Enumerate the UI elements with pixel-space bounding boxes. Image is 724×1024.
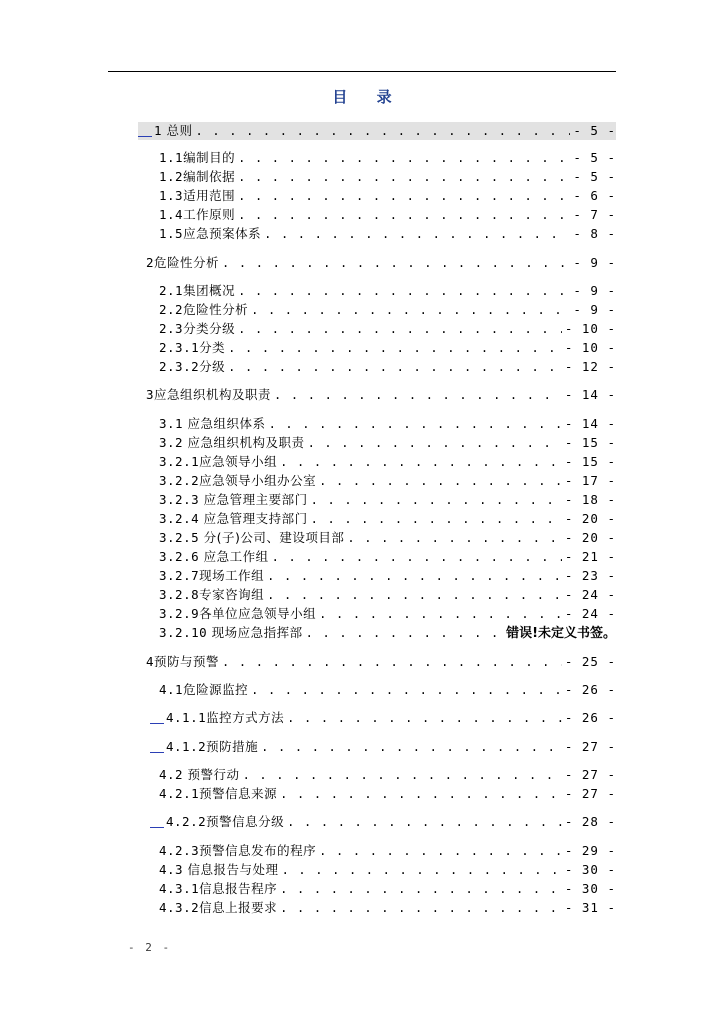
toc-entry-label: [159, 548, 269, 566]
toc-entry-label: [159, 861, 279, 879]
toc-leader-dots: [264, 225, 570, 243]
toc-entry-number: 4.1: [159, 682, 184, 697]
toc-entry-page: - 31 -: [564, 900, 616, 915]
toc-entry-text: 分(子)公司、建设项目部: [199, 530, 345, 545]
toc-entry-label: [159, 187, 235, 205]
toc-entry-text: 分类分级: [183, 321, 236, 336]
toc-entry-label: [159, 168, 235, 186]
toc-entry-page: - 21 -: [564, 549, 616, 564]
toc-entry[interactable]: [159, 548, 616, 566]
toc-entry[interactable]: [150, 813, 616, 831]
toc-leader-dots: [319, 472, 562, 490]
toc-entry-number: 2.3.2: [159, 359, 200, 374]
toc-entry-page: - 5 -: [573, 123, 616, 138]
toc-entry-label: [159, 472, 316, 490]
toc-entry-label: [159, 358, 225, 376]
toc-entry[interactable]: [159, 529, 616, 547]
toc-entry-page: - 9 -: [573, 255, 616, 270]
toc-leader-dots: [261, 738, 562, 756]
toc-leader-dots: [306, 624, 503, 642]
toc-entry[interactable]: [159, 282, 616, 300]
toc-leader-dots: [238, 187, 570, 205]
toc-entry-number: 4.1.2: [166, 739, 207, 754]
toc-leader-dots: [319, 605, 562, 623]
toc-entry-page: - 17 -: [564, 473, 616, 488]
toc-entry-number: 2.2: [159, 302, 184, 317]
toc-entry-text: 预防措施: [206, 739, 259, 754]
toc-entry-text: 编制依据: [183, 169, 236, 184]
toc-entry-page: - 8 -: [573, 226, 616, 241]
toc-entry[interactable]: [159, 605, 616, 623]
toc-entry-page: - 29 -: [564, 843, 616, 858]
toc-entry-text: 应急领导小组办公室: [199, 473, 317, 488]
toc-entry-label: [159, 567, 264, 585]
toc-entry-number: 3.2.2: [159, 473, 200, 488]
toc-entry[interactable]: [159, 301, 616, 319]
toc-entry-label: [159, 899, 277, 917]
toc-entry-number: 1.2: [159, 169, 184, 184]
toc-leader-dots: [243, 766, 562, 784]
toc-entry[interactable]: [159, 320, 616, 338]
toc-leader-dots: [280, 880, 562, 898]
toc-entry-number: 2: [146, 255, 155, 270]
toc-entry-page: - 24 -: [564, 587, 616, 602]
toc-entry-page: - 26 -: [564, 710, 616, 725]
toc-entry-label: [159, 766, 240, 784]
toc-entry-label: [150, 709, 284, 727]
toc-entry-page: - 6 -: [573, 188, 616, 203]
toc-entry-label: [159, 301, 248, 319]
toc-entry-page: - 20 -: [564, 511, 616, 526]
toc-entry-text: 应急预案体系: [183, 226, 262, 241]
toc-entry-text: 各单位应急领导小组: [199, 606, 317, 621]
toc-entry-text: 应急管理支持部门: [199, 511, 308, 526]
toc-entry-label: [146, 254, 219, 272]
toc-entry-number: 3.2.5: [159, 530, 200, 545]
toc-leader-dots: [267, 567, 562, 585]
toc-leader-dots: [228, 358, 562, 376]
toc-entry-text: 预警信息来源: [199, 786, 278, 801]
toc-entry-page: - 9 -: [573, 283, 616, 298]
field-mark-icon: [150, 752, 164, 753]
toc-entry-text: 预警信息分级: [206, 814, 285, 829]
toc-leader-dots: [280, 899, 562, 917]
toc-entry[interactable]: [159, 168, 616, 186]
toc-entry-page: - 15 -: [564, 454, 616, 469]
toc-entry-number: 1.4: [159, 207, 184, 222]
toc-entry-number: 2.3.1: [159, 340, 200, 355]
toc-leader-dots: [251, 681, 562, 699]
toc-entry-text: 应急组织机构及职责: [183, 435, 305, 450]
toc-leader-dots: [238, 206, 570, 224]
page-number: - 2 -: [128, 941, 172, 954]
toc-entry-page: - 27 -: [564, 786, 616, 801]
toc-leader-dots: [287, 709, 562, 727]
toc-entry-number: 4.3.2: [159, 900, 200, 915]
toc-entry[interactable]: [159, 766, 616, 784]
toc-entry-page: - 10 -: [564, 321, 616, 336]
field-mark-icon: [138, 136, 152, 137]
toc-entry-number: 3.1: [159, 416, 184, 431]
toc-leader-dots: [196, 122, 571, 140]
toc-entry-page: - 10 -: [564, 340, 616, 355]
toc-entry-label: [159, 282, 235, 300]
toc-entry[interactable]: [159, 861, 616, 879]
toc-entry[interactable]: [159, 681, 616, 699]
toc-entry-text: 预警信息发布的程序: [199, 843, 317, 858]
toc-entry-label: [159, 206, 235, 224]
field-mark-icon: [150, 723, 164, 724]
toc-entry-page: - 9 -: [573, 302, 616, 317]
toc-entry[interactable]: [159, 624, 616, 642]
toc-entry-number: 1: [154, 123, 163, 138]
toc-entry-page: - 5 -: [573, 169, 616, 184]
toc-entry[interactable]: [159, 510, 616, 528]
toc-entry[interactable]: [159, 453, 616, 471]
toc-entry-text: 专家咨询组: [199, 587, 265, 602]
toc-entry-text: 应急组织体系: [183, 416, 266, 431]
toc-entry-text: 应急领导小组: [199, 454, 278, 469]
toc-entry-text: 现场工作组: [199, 568, 265, 583]
toc-entry-number: 1.3: [159, 188, 184, 203]
toc-entry-text: 适用范围: [183, 188, 236, 203]
toc-entry-number: 3.2.6: [159, 549, 200, 564]
toc-leader-dots: [282, 861, 562, 879]
toc-entry-text: 分类: [199, 340, 226, 355]
toc-entry-label: [159, 880, 277, 898]
toc-entry-number: 3: [146, 387, 155, 402]
toc-leader-dots: [280, 453, 562, 471]
toc-entry-page: - 7 -: [573, 207, 616, 222]
toc-entry[interactable]: [159, 358, 616, 376]
toc-entry-page: - 24 -: [564, 606, 616, 621]
toc-entry-number: 2.1: [159, 283, 184, 298]
toc-entry[interactable]: [159, 225, 616, 243]
toc-entry-page: - 14 -: [564, 387, 616, 402]
toc-entry[interactable]: [159, 434, 616, 452]
field-mark-icon: [150, 827, 164, 828]
toc-entry-label: [159, 491, 308, 509]
toc-entry[interactable]: [159, 149, 616, 167]
toc-entry-label: [146, 386, 271, 404]
toc-entry-label: [159, 785, 277, 803]
toc-entry-number: 4.2.2: [166, 814, 207, 829]
toc-leader-dots: [267, 586, 562, 604]
toc-entry-number: 3.2.1: [159, 454, 200, 469]
toc-entry-number: 4.2.3: [159, 843, 200, 858]
toc-leader-dots: [308, 434, 562, 452]
toc-entry[interactable]: [150, 738, 616, 756]
toc-leader-dots: [311, 510, 562, 528]
toc-leader-dots: [347, 529, 561, 547]
toc-leader-dots: [222, 653, 562, 671]
toc-entry-text: 危险源监控: [183, 682, 249, 697]
toc-entry-text: 分级: [199, 359, 226, 374]
toc-entry-number: 3.2.4: [159, 511, 200, 526]
toc-entry-number: 4.2: [159, 767, 184, 782]
toc-entry-page: - 30 -: [564, 862, 616, 877]
toc-entry[interactable]: [159, 339, 616, 357]
toc-entry-label: [146, 653, 219, 671]
toc-entry-page: - 26 -: [564, 682, 616, 697]
toc-entry[interactable]: [159, 899, 616, 917]
toc-leader-dots: [238, 168, 570, 186]
toc-leader-dots: [238, 149, 570, 167]
toc-entry[interactable]: [159, 880, 616, 898]
toc-entry-number: 3.2.9: [159, 606, 200, 621]
toc-entry-label: [159, 681, 248, 699]
toc-title: 目 录: [332, 88, 404, 106]
toc-entry[interactable]: [159, 842, 616, 860]
toc-entry-text: 编制目的: [183, 150, 236, 165]
toc-entry-page: 错误!未定义书签。: [506, 626, 616, 641]
toc-entry-label: [159, 586, 264, 604]
toc-entry-number: 2.3: [159, 321, 184, 336]
toc-entry-page: - 12 -: [564, 359, 616, 374]
toc-entry[interactable]: [159, 206, 616, 224]
toc-entry-text: 应急工作组: [199, 549, 269, 564]
toc-entry-number: 3.2.3: [159, 492, 200, 507]
toc-entry[interactable]: [159, 472, 616, 490]
toc-entry[interactable]: [159, 586, 616, 604]
toc-entry-text: 工作原则: [183, 207, 236, 222]
toc-entry-text: 信息报告与处理: [183, 862, 279, 877]
toc-entry[interactable]: [159, 567, 616, 585]
toc-entry-text: 信息上报要求: [199, 900, 278, 915]
toc-entry-number: 4.3.1: [159, 881, 200, 896]
toc-entry-label: [150, 813, 284, 831]
toc-leader-dots: [238, 282, 570, 300]
toc-entry-label: [159, 225, 261, 243]
toc-entry-label: [159, 320, 235, 338]
toc-entry-label: [159, 415, 266, 433]
toc-entry-label: [159, 510, 308, 528]
toc-entry-page: - 20 -: [564, 530, 616, 545]
toc-entry-page: - 27 -: [564, 767, 616, 782]
toc-entry-label: [159, 529, 344, 547]
toc-entry[interactable]: [159, 187, 616, 205]
toc-entry-text: 应急组织机构及职责: [154, 387, 272, 402]
toc-entry-number: 1.5: [159, 226, 184, 241]
toc-entry-number: 3.2.8: [159, 587, 200, 602]
toc-entry-page: - 18 -: [564, 492, 616, 507]
toc-leader-dots: [319, 842, 562, 860]
toc-entry-text: 信息报告程序: [199, 881, 278, 896]
toc-entry-text: 危险性分析: [154, 255, 220, 270]
toc-entry-page: - 15 -: [564, 435, 616, 450]
toc-leader-dots: [287, 813, 562, 831]
toc-entry-text: 预警行动: [183, 767, 240, 782]
toc-leader-dots: [238, 320, 562, 338]
toc-entry-page: - 28 -: [564, 814, 616, 829]
toc-entry-text: 监控方式方法: [206, 710, 285, 725]
toc-entry-number: 3.2.7: [159, 568, 200, 583]
toc-leader-dots: [272, 548, 562, 566]
toc-entry[interactable]: [146, 386, 616, 404]
toc-entry-text: 预防与预警: [154, 654, 220, 669]
toc-entry-label: [138, 122, 193, 140]
toc-entry-label: [159, 605, 316, 623]
toc-leader-dots: [311, 491, 562, 509]
toc-entry[interactable]: [138, 122, 616, 140]
toc-entry-page: - 27 -: [564, 739, 616, 754]
toc-leader-dots: [269, 415, 562, 433]
toc-entry-number: 1.1: [159, 150, 184, 165]
toc-entry-number: 4.2.1: [159, 786, 200, 801]
toc-entry-page: - 25 -: [564, 654, 616, 669]
toc-entry-label: [159, 624, 303, 642]
toc-entry[interactable]: [159, 415, 616, 433]
toc-entry-page: - 5 -: [573, 150, 616, 165]
toc-entry-page: - 23 -: [564, 568, 616, 583]
toc-entry-text: 危险性分析: [183, 302, 249, 317]
toc-entry[interactable]: [146, 254, 616, 272]
toc-entry-text: 应急管理主要部门: [199, 492, 308, 507]
toc-entry-label: [159, 434, 305, 452]
toc-entry-page: - 14 -: [564, 416, 616, 431]
toc-leader-dots: [280, 785, 562, 803]
toc-entry[interactable]: [159, 491, 616, 509]
toc-entry-number: 4: [146, 654, 155, 669]
toc-entry[interactable]: [150, 709, 616, 727]
toc-entry-number: 4.3: [159, 862, 184, 877]
header-rule: [108, 71, 616, 72]
toc-entry-label: [159, 339, 225, 357]
toc-entry[interactable]: [146, 653, 616, 671]
toc-entry-label: [159, 149, 235, 167]
toc-leader-dots: [222, 254, 570, 272]
toc-entry-number: 4.1.1: [166, 710, 207, 725]
toc-leader-dots: [228, 339, 562, 357]
toc-entry-page: - 30 -: [564, 881, 616, 896]
toc-entry-text: 集团概况: [183, 283, 236, 298]
toc-entry-number: 3.2.10: [159, 625, 208, 640]
toc-leader-dots: [251, 301, 570, 319]
toc-entry-label: [159, 453, 277, 471]
toc-entry-text: 总则: [162, 123, 193, 138]
toc-entry-number: 3.2: [159, 435, 184, 450]
toc-entry-text: 现场应急指挥部: [207, 625, 303, 640]
toc-entry-label: [159, 842, 316, 860]
toc-entry-label: [150, 738, 258, 756]
toc-entry[interactable]: [159, 785, 616, 803]
toc-leader-dots: [274, 386, 562, 404]
